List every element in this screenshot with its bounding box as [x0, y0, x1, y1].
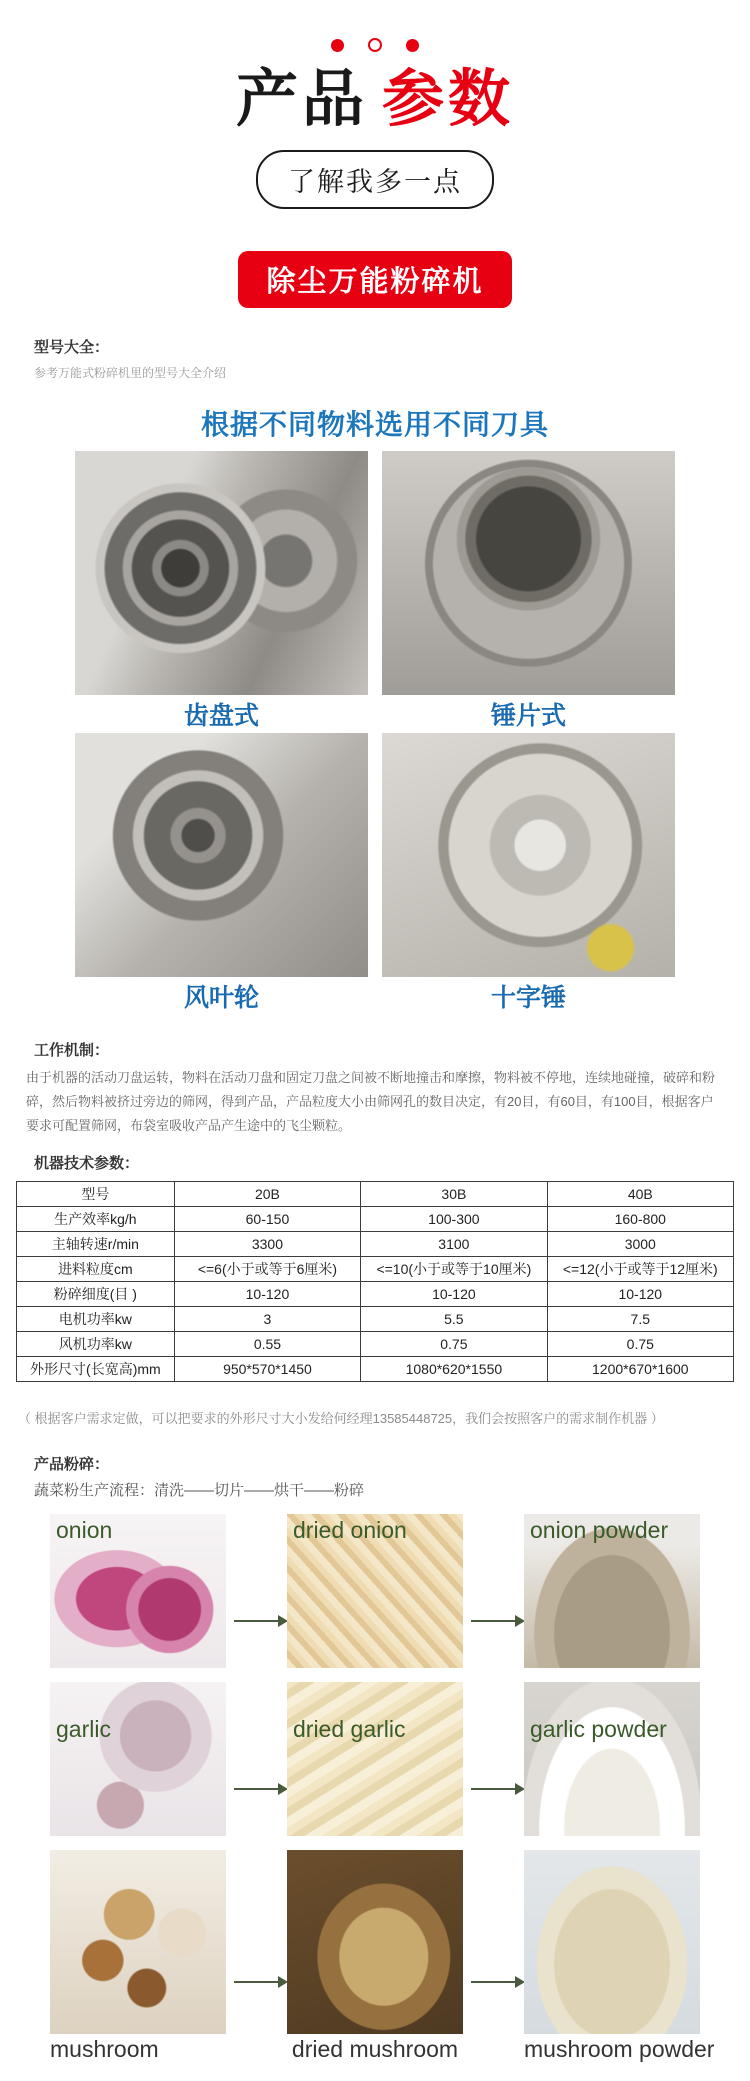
table-cell: 3	[174, 1307, 360, 1332]
photo-dried-onion	[287, 1514, 463, 1668]
arrow-right-icon	[234, 1788, 279, 1790]
photo-label: onion	[56, 1517, 113, 1544]
photo-label: mushroom powder	[524, 2036, 715, 2063]
table-cell: 10-120	[174, 1282, 360, 1307]
table-cell: 0.75	[547, 1332, 733, 1357]
photo-mushroom-powder	[524, 1850, 700, 2034]
photo-garlic-powder	[524, 1682, 700, 1836]
page-title	[0, 66, 750, 134]
model-section-heading: 型号大全：	[34, 339, 110, 357]
photo-label: garlic	[56, 1716, 111, 1743]
table-cell: 1080*620*1550	[361, 1357, 547, 1382]
dot-filled-icon	[406, 39, 419, 52]
table-cell: <=12(小于或等于12厘米)	[547, 1257, 733, 1282]
subtitle-pill: 了解我多一点	[256, 150, 494, 209]
table-header-cell: 20B	[174, 1182, 360, 1207]
table-cell: 0.55	[174, 1332, 360, 1357]
table-cell: 0.75	[361, 1332, 547, 1357]
process-row-mushroom	[50, 1850, 715, 2063]
arrow-right-icon	[471, 1788, 516, 1790]
table-row	[17, 1357, 734, 1382]
blade-label: 齿盘式	[183, 702, 259, 731]
table-header-cell: 型号	[17, 1182, 175, 1207]
photo-garlic	[50, 1682, 226, 1836]
table-cell: <=10(小于或等于10厘米)	[361, 1257, 547, 1282]
table-cell: 3300	[174, 1232, 360, 1257]
table-cell: 主轴转速r/min	[17, 1232, 175, 1257]
blade-photo-grid	[75, 451, 675, 1015]
arrow-right-icon	[471, 1981, 516, 1983]
photo-label: dried onion	[293, 1517, 407, 1544]
table-cell: 10-120	[361, 1282, 547, 1307]
table-cell: 外形尺寸(长宽高)mm	[17, 1357, 175, 1382]
table-cell: 10-120	[547, 1282, 733, 1307]
model-section-desc: 参考万能式粉碎机里的型号大全介绍	[34, 366, 227, 381]
blade-selection-title: 根据不同物料选用不同刀具	[200, 409, 549, 441]
page-title-black: 产品	[235, 65, 368, 134]
table-row	[17, 1232, 734, 1257]
photo-mushroom	[50, 1850, 226, 2034]
machine-photo-hammer-blade	[382, 451, 675, 695]
table-cell: 粉碎细度(目 )	[17, 1282, 175, 1307]
table-header-cell: 30B	[361, 1182, 547, 1207]
arrow-right-icon	[234, 1981, 279, 1983]
photo-onion-powder	[524, 1514, 700, 1668]
table-cell: <=6(小于或等于6厘米)	[174, 1257, 360, 1282]
process-heading: 产品粉碎：	[34, 1456, 110, 1474]
table-cell: 3100	[361, 1232, 547, 1257]
arrow-right-icon	[471, 1620, 516, 1622]
decor-dots	[0, 0, 750, 52]
photo-label: dried mushroom	[291, 2036, 459, 2063]
table-row	[17, 1257, 734, 1282]
process-row-onion	[50, 1514, 700, 1668]
machine-photo-fan-wheel	[75, 733, 368, 977]
photo-label: mushroom	[50, 2036, 159, 2063]
table-row	[17, 1307, 734, 1332]
table-cell: 60-150	[174, 1207, 360, 1232]
table-row	[17, 1182, 734, 1207]
table-cell: 7.5	[547, 1307, 733, 1332]
machine-photo-cross-hammer	[382, 733, 675, 977]
mechanism-heading: 工作机制：	[34, 1042, 110, 1060]
table-cell: 3000	[547, 1232, 733, 1257]
dot-filled-icon	[331, 39, 344, 52]
table-cell: 160-800	[547, 1207, 733, 1232]
table-cell: 950*570*1450	[174, 1357, 360, 1382]
table-header-cell: 40B	[547, 1182, 733, 1207]
blade-label: 十字锤	[490, 984, 566, 1013]
page-title-red: 参数	[382, 65, 515, 134]
specs-heading: 机器技术参数：	[34, 1155, 140, 1173]
photo-dried-mushroom	[287, 1850, 463, 2034]
process-photo-grid	[0, 1514, 750, 2063]
custom-order-note: （ 根据客户需求定做，可以把要求的外形尺寸大小发给何经理13585448725，我们会按照客户的需求制作机器 ）	[18, 1411, 664, 1427]
table-cell: 进料粒度cm	[17, 1257, 175, 1282]
photo-label: onion powder	[530, 1517, 669, 1544]
table-cell: 1200*670*1600	[547, 1357, 733, 1382]
table-cell: 生产效率kg/h	[17, 1207, 175, 1232]
table-cell: 风机功率kw	[17, 1332, 175, 1357]
arrow-right-icon	[234, 1620, 279, 1622]
machine-photo-toothed-disc	[75, 451, 368, 695]
blade-label: 锤片式	[490, 702, 566, 731]
photo-dried-garlic	[287, 1682, 463, 1836]
photo-onion	[50, 1514, 226, 1668]
blade-label: 风叶轮	[183, 984, 259, 1013]
process-flow-line: 蔬菜粉生产流程：清洗——切片——烘干——粉碎	[34, 1482, 365, 1500]
process-row-garlic	[50, 1682, 700, 1836]
table-cell: 电机功率kw	[17, 1307, 175, 1332]
table-cell: 100-300	[361, 1207, 547, 1232]
mechanism-body: 由于机器的活动刀盘运转，物料在活动刀盘和固定刀盘之间被不断地撞击和摩擦，物料被不停地，连续地碰撞，破碎和粉碎，然后物料被挤过旁边的筛网，得到产品，产品粒度大小由筛网孔的数目决定，有20目，有60目，有100目，根据客户要求可配置筛网，布袋室吸收产品产生途中的飞尘颗粒。	[26, 1070, 716, 1134]
table-row	[17, 1282, 734, 1307]
photo-label: dried garlic	[293, 1716, 406, 1743]
category-button[interactable]: 除尘万能粉碎机	[238, 251, 511, 308]
table-cell: 5.5	[361, 1307, 547, 1332]
spec-table	[16, 1181, 734, 1382]
dot-hollow-icon	[368, 38, 382, 52]
table-row	[17, 1207, 734, 1232]
table-row	[17, 1332, 734, 1357]
photo-label: garlic powder	[530, 1716, 667, 1743]
